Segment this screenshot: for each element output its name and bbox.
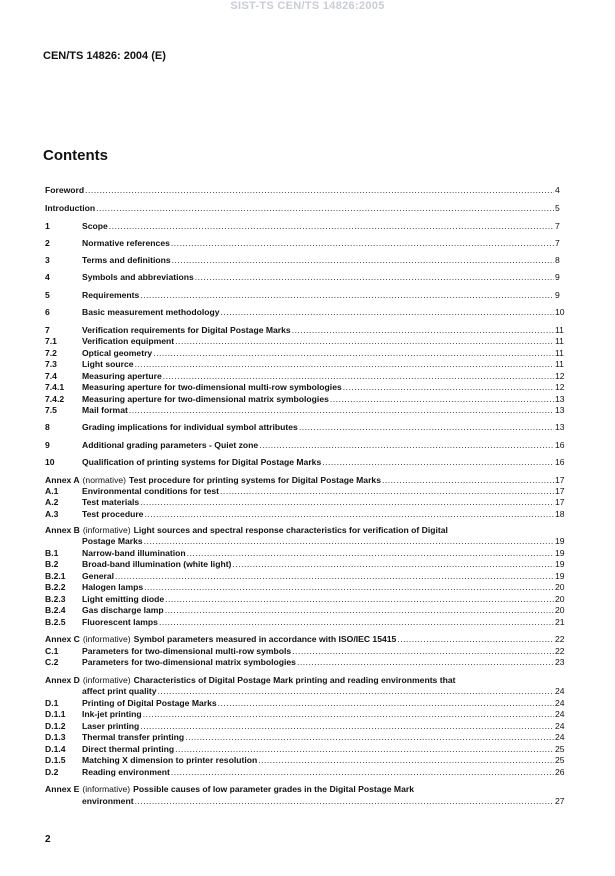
toc-entry-body: [82, 358, 555, 370]
toc-entry-title: Light emitting diode: [82, 594, 165, 604]
toc-entry-page: 13: [555, 422, 565, 432]
toc-entry-title: Reading environment: [82, 767, 170, 777]
toc-entry-page: 18: [555, 509, 565, 519]
toc-entry-title: Additional grading parameters - Quiet zone: [82, 440, 259, 450]
toc-entry[interactable]: [0, 456, 615, 468]
toc-entry-page: 7: [555, 238, 560, 248]
dot-leader: [143, 708, 554, 720]
dot-leader: [129, 404, 554, 416]
toc-entry[interactable]: [0, 731, 615, 743]
toc-entry-title: Gas discharge lamp: [82, 605, 164, 615]
dot-leader: [221, 306, 554, 318]
toc-entry-number: D.2: [45, 767, 59, 777]
toc-entry-number: 5: [45, 290, 50, 300]
dot-leader: [258, 754, 554, 766]
toc-entry-title: Scope: [82, 221, 108, 231]
toc-entry-title: Test procedure: [82, 509, 144, 519]
toc-entry-number: C.2: [45, 657, 59, 667]
toc-entry-page: 19: [555, 559, 565, 569]
toc-entry[interactable]: [0, 508, 615, 520]
page-number: 2: [45, 834, 51, 845]
toc-entry-number: A.1: [45, 486, 59, 496]
toc-entry-body: [82, 254, 555, 266]
annex-label: Annex B: [45, 525, 80, 535]
toc-entry-page: 12: [555, 382, 565, 392]
toc-entry-number: 7.4.1: [45, 382, 65, 392]
toc-entry-title: Light sources and spectral response characteristics for verification of Digital: [133, 525, 448, 535]
toc-entry-title: environment: [82, 796, 134, 806]
toc-entry[interactable]: [0, 558, 615, 570]
toc-entry-page: 9: [555, 290, 560, 300]
toc-entry-page: 26: [555, 767, 565, 777]
toc-entry[interactable]: [0, 656, 615, 668]
toc-entry-title: Test materials: [82, 497, 140, 507]
toc-entry-title: Characteristics of Digital Postage Mark printing and reading environments that: [133, 675, 456, 685]
toc-entry-number: A.3: [45, 509, 59, 519]
toc-entry-page: 24: [555, 686, 565, 696]
toc-entry-body: [82, 306, 555, 318]
toc-entry-page: 24: [555, 698, 565, 708]
annex-label: Annex D: [45, 675, 80, 685]
toc-entry-title: Environmental conditions for test: [82, 486, 220, 496]
annex-label: Annex E: [45, 784, 80, 794]
toc-entry-title: General: [82, 571, 115, 581]
toc-entry-number: D.1.3: [45, 732, 66, 742]
toc-entry-page: 4: [555, 185, 560, 195]
toc-entry-body: [82, 220, 555, 232]
toc-entry-title: Verification requirements for Digital Postage Marks: [82, 325, 291, 335]
toc-entry-page: 19: [555, 571, 565, 581]
toc-entry[interactable]: [0, 754, 615, 766]
dot-leader: [259, 439, 554, 451]
toc-entry-title: Symbols and abbreviations: [82, 272, 194, 282]
toc-entry-title: Measuring aperture for two-dimensional multi-row symbologies: [82, 382, 342, 392]
toc-entry-page: 13: [555, 394, 565, 404]
toc-entry-title: Verification equipment: [82, 336, 175, 346]
toc-entry-title: Requirements: [82, 290, 140, 300]
dot-leader: [140, 289, 554, 301]
watermark: SIST-TS CEN/TS 14826:2005: [230, 0, 385, 12]
toc-entry-title: Normative references: [82, 238, 170, 248]
toc-entry[interactable]: [0, 766, 615, 778]
toc-entry-page: 16: [555, 457, 565, 467]
toc-entry-page: 19: [555, 536, 565, 546]
dot-leader: [135, 795, 554, 807]
toc-entry-title: Measuring aperture: [82, 371, 162, 381]
toc-entry-page: 7: [555, 221, 560, 231]
toc-entry-title: Parameters for two-dimensional multi-row symbols: [82, 646, 292, 656]
toc-entry-number: C.1: [45, 646, 59, 656]
toc-entry[interactable]: [0, 335, 615, 347]
toc-entry-title: Thermal transfer printing: [82, 732, 185, 742]
toc-entry-number: 4: [45, 272, 50, 282]
toc-entry-page: 23: [555, 657, 565, 667]
toc-entry-title: Matching X dimension to printer resolution: [82, 755, 258, 765]
dot-leader: [175, 335, 554, 347]
toc-entry[interactable]: [0, 202, 615, 214]
dot-leader: [171, 766, 554, 778]
toc-entry-body: [82, 581, 555, 593]
toc-entry-page: 20: [555, 605, 565, 615]
toc-entry-page: 22: [555, 634, 565, 644]
toc-entry-body: [82, 656, 555, 668]
toc-entry-page: 24: [555, 709, 565, 719]
dot-leader: [165, 604, 554, 616]
toc-entry[interactable]: [0, 439, 615, 451]
toc-entry-title: Broad-band illumination (white light): [82, 559, 232, 569]
dot-leader: [297, 656, 554, 668]
toc-entry-number: 7: [45, 325, 50, 335]
toc-entry-body: [45, 184, 555, 196]
toc-entry-number: 7.5: [45, 405, 57, 415]
dot-leader: [195, 271, 554, 283]
toc-entry-body: [82, 766, 555, 778]
toc-entry-page: 11: [555, 336, 564, 346]
dot-leader: [135, 358, 554, 370]
toc-entry-title: Terms and definitions: [82, 255, 171, 265]
toc-entry-page: 24: [555, 721, 565, 731]
toc-entry-body: [82, 754, 555, 766]
toc-entry-title: Light source: [82, 359, 134, 369]
toc-entry-body: [82, 708, 555, 720]
toc-entry-title: Narrow-band illumination: [82, 548, 186, 558]
toc-entry-body: [82, 731, 555, 743]
dot-leader: [299, 421, 554, 433]
toc-entry-title: Fluorescent lamps: [82, 617, 158, 627]
dot-leader: [172, 254, 554, 266]
toc-entry[interactable]: [0, 685, 615, 697]
toc-entry[interactable]: [0, 184, 615, 196]
dot-leader: [109, 220, 554, 232]
annex-type: (informative): [82, 525, 131, 535]
annex-label: Annex A: [45, 475, 80, 485]
toc-entry-page: 19: [555, 548, 565, 558]
toc-entry-page: 16: [555, 440, 565, 450]
toc-entry-title: Grading implications for individual symbol attributes: [82, 422, 298, 432]
annex-type: (informative): [82, 675, 131, 685]
toc-entry-number: 7.3: [45, 359, 57, 369]
dot-leader: [397, 633, 554, 645]
toc-entry[interactable]: [0, 783, 615, 795]
toc-entry-title: Qualification of printing systems for Digital Postage Marks: [82, 457, 322, 467]
toc-entry-body: [82, 508, 555, 520]
toc-entry-body: [82, 381, 555, 393]
toc-entry-number: B.2.2: [45, 582, 66, 592]
toc-entry-number: B.2.1: [45, 571, 66, 581]
toc-entry[interactable]: [0, 581, 615, 593]
toc-entry-page: 11: [555, 325, 564, 335]
toc-entry[interactable]: [0, 708, 615, 720]
toc-entry-body: [82, 237, 555, 249]
toc-entry-page: 10: [555, 307, 565, 317]
toc-entry-title: Halogen lamps: [82, 582, 144, 592]
toc-entry-number: 10: [45, 457, 55, 467]
toc-entry-title: Postage Marks: [82, 536, 143, 546]
toc-entry[interactable]: [0, 306, 615, 318]
toc-entry-number: 3: [45, 255, 50, 265]
toc-entry-page: 5: [555, 203, 560, 213]
toc-entry-title: Optical geometry: [82, 348, 153, 358]
toc-entry[interactable]: [0, 381, 615, 393]
toc-entry-body: [82, 795, 555, 807]
contents-title: Contents: [43, 147, 108, 164]
dot-leader: [185, 731, 554, 743]
toc-entry-page: 11: [555, 348, 564, 358]
toc-entry-number: B.2: [45, 559, 59, 569]
toc-entry[interactable]: [0, 616, 615, 628]
toc-entry-body: [82, 289, 555, 301]
toc-entry-number: 2: [45, 238, 50, 248]
annex-label: Annex C: [45, 634, 80, 644]
toc-entry-page: 11: [555, 359, 564, 369]
toc-entry-page: 9: [555, 272, 560, 282]
dot-leader: [144, 508, 554, 520]
toc-entry-body: [82, 335, 555, 347]
toc-entry-page: 25: [555, 744, 565, 754]
annex-type: (informative): [82, 784, 131, 794]
toc-entry-page: 27: [555, 796, 565, 806]
toc-entry-page: 25: [555, 755, 565, 765]
toc-entry-title: Laser printing: [82, 721, 140, 731]
toc-entry-body: [82, 271, 555, 283]
toc-entry-title: Measuring aperture for two-dimensional matrix symbologies: [82, 394, 329, 404]
toc-entry-title: Possible causes of low parameter grades in the Digital Postage Mark: [133, 784, 414, 794]
toc-entry[interactable]: [0, 421, 615, 433]
toc-entry[interactable]: [0, 289, 615, 301]
toc-entry[interactable]: [0, 404, 615, 416]
toc-entry-number: 7.4: [45, 371, 57, 381]
toc-entry-number: 7.2: [45, 348, 57, 358]
toc-entry[interactable]: [0, 535, 615, 547]
toc-entry-number: D.1.4: [45, 744, 66, 754]
toc-entry-number: 6: [45, 307, 50, 317]
toc-entry-page: 22: [555, 646, 565, 656]
dot-leader: [144, 535, 554, 547]
toc-entry-page: 17: [555, 475, 565, 485]
toc-entry-number: 7.1: [45, 336, 57, 346]
document-id: CEN/TS 14826: 2004 (E): [43, 50, 166, 62]
toc-entry-title: Ink-jet printing: [82, 709, 142, 719]
toc-entry-page: 24: [555, 732, 565, 742]
dot-leader: [322, 456, 554, 468]
toc-entry-number: D.1.5: [45, 755, 66, 765]
toc-entry-number: 9: [45, 440, 50, 450]
toc-entry-number: B.2.3: [45, 594, 66, 604]
toc-entry-number: D.1.1: [45, 709, 66, 719]
annex-type: (informative): [82, 634, 131, 644]
toc-entry-page: 8: [555, 255, 560, 265]
toc-entry-body: [82, 616, 555, 628]
dot-leader: [85, 184, 554, 196]
toc-entry-number: 1: [45, 221, 50, 231]
toc-entry-page: 20: [555, 582, 565, 592]
toc-entry-number: B.2.5: [45, 617, 66, 627]
toc-entry[interactable]: [0, 237, 615, 249]
toc-entry-body: [82, 404, 555, 416]
toc-entry[interactable]: [0, 358, 615, 370]
toc-entry-title: Introduction: [45, 203, 96, 213]
toc-entry-body: [45, 783, 555, 795]
toc-entry-title: Foreword: [45, 185, 85, 195]
toc-entry-title: Basic measurement methodology: [82, 307, 220, 317]
toc-entry-body: [82, 421, 555, 433]
toc-entry-body: [82, 604, 555, 616]
toc-entry-body: [82, 456, 555, 468]
toc-entry-page: 12: [555, 371, 565, 381]
toc-entry-body: [82, 496, 555, 508]
toc-entry-title: Mail format: [82, 405, 128, 415]
toc-entry-body: [82, 439, 555, 451]
toc-entry-title: Parameters for two-dimensional matrix symbologies: [82, 657, 296, 667]
toc-entry-number: 8: [45, 422, 50, 432]
toc-entry[interactable]: [0, 254, 615, 266]
toc-entry-page: 21: [555, 617, 565, 627]
dot-leader: [171, 237, 554, 249]
dot-leader: [96, 202, 554, 214]
dot-leader: [232, 558, 554, 570]
toc-entry[interactable]: [0, 795, 615, 807]
toc-entry-number: 7.4.2: [45, 394, 65, 404]
toc-entry[interactable]: [0, 604, 615, 616]
toc-entry-title: Direct thermal printing: [82, 744, 175, 754]
toc-entry-body: [45, 202, 555, 214]
toc-entry[interactable]: [0, 633, 615, 645]
dot-leader: [158, 685, 555, 697]
toc-entry-page: 13: [555, 405, 565, 415]
toc-entry-number: B.1: [45, 548, 59, 558]
toc-entry[interactable]: [0, 496, 615, 508]
toc-entry-number: B.2.4: [45, 605, 66, 615]
toc-entry-title: Test procedure for printing systems for Digital Postage Marks: [129, 475, 381, 485]
toc-entry-title: Symbol parameters measured in accordance with ISO/IEC 15415: [133, 634, 397, 644]
toc-entry-page: 20: [555, 594, 565, 604]
dot-leader: [140, 496, 554, 508]
dot-leader: [144, 581, 554, 593]
toc-entry-body: [45, 633, 555, 645]
toc-entry[interactable]: [0, 220, 615, 232]
toc-entry-number: D.1.2: [45, 721, 66, 731]
toc-entry-body: [82, 535, 555, 547]
toc-entry-page: 17: [555, 486, 565, 496]
toc-entry-title: affect print quality: [82, 686, 157, 696]
toc-entry-number: D.1: [45, 698, 59, 708]
annex-type: (normative): [82, 475, 127, 485]
toc-entry-number: A.2: [45, 497, 59, 507]
dot-leader: [159, 616, 554, 628]
dot-leader: [343, 381, 554, 393]
toc-entry[interactable]: [0, 271, 615, 283]
toc-entry-body: [82, 558, 555, 570]
toc-entry-body: [82, 685, 555, 697]
toc-entry-title: Printing of Digital Postage Marks: [82, 698, 217, 708]
toc-entry-page: 17: [555, 497, 565, 507]
